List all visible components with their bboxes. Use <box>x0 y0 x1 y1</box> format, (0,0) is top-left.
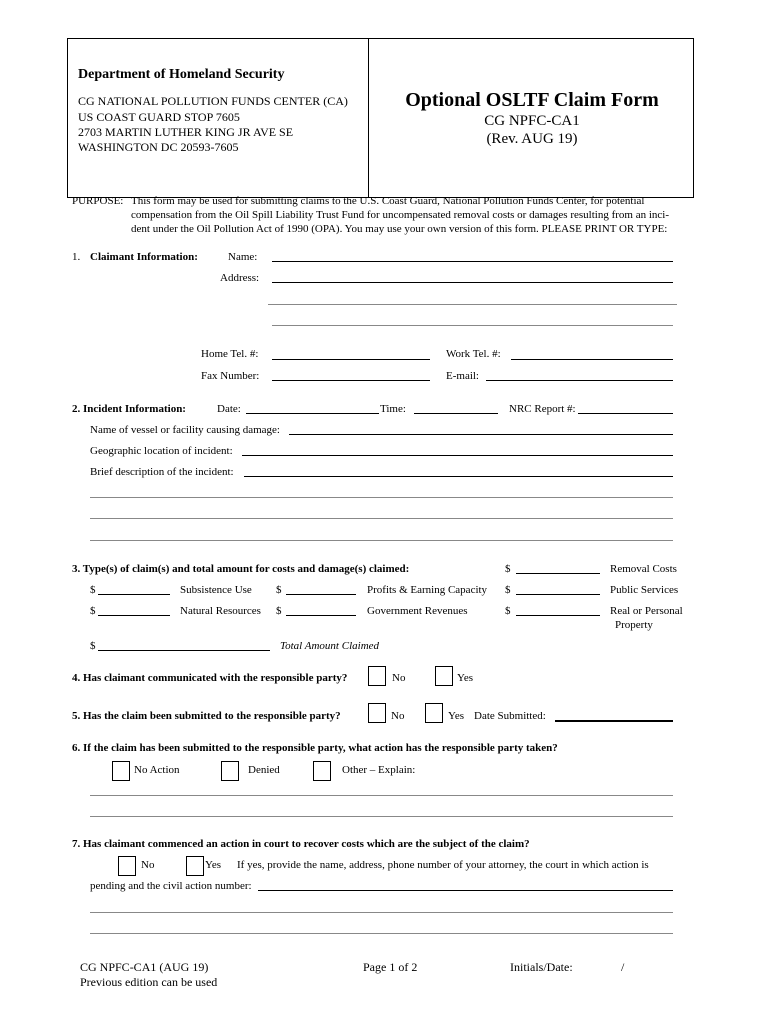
public-dollar: $ <box>505 584 511 596</box>
subsistence-dollar: $ <box>90 584 96 596</box>
s5-no-checkbox[interactable] <box>368 703 386 723</box>
incident-date-input-line[interactable] <box>246 413 379 414</box>
home-tel-input-line[interactable] <box>272 359 430 360</box>
subsistence-label: Subsistence Use <box>180 584 252 596</box>
profits-amount-input-line[interactable] <box>286 594 356 595</box>
removal-dollar: $ <box>505 563 511 575</box>
footer-page-number: Page 1 of 2 <box>363 960 418 974</box>
address-line-3: 2703 MARTIN LUTHER KING JR AVE SE <box>78 125 294 139</box>
natural-amount-input-line[interactable] <box>98 615 170 616</box>
real-dollar: $ <box>505 605 511 617</box>
s4-yes-label: Yes <box>457 672 474 684</box>
s7-yes-checkbox[interactable] <box>186 856 204 876</box>
explain-input-line-1[interactable] <box>90 795 673 796</box>
address-input-line-2[interactable] <box>268 304 677 305</box>
pending-input-line[interactable] <box>258 890 673 891</box>
date-label: Date: <box>217 403 241 415</box>
description-input-line-3[interactable] <box>90 518 673 519</box>
total-amount-input-line[interactable] <box>98 650 270 651</box>
address-input-line-1[interactable] <box>272 282 673 283</box>
date-submitted-input-line[interactable] <box>555 720 673 722</box>
government-label: Government Revenues <box>367 605 468 617</box>
footer-initials-slash: / <box>621 960 625 974</box>
denied-checkbox[interactable] <box>221 761 239 781</box>
time-label: Time: <box>380 403 406 415</box>
real-label-2: Property <box>615 619 653 631</box>
court-input-line-1[interactable] <box>90 912 673 913</box>
natural-label: Natural Resources <box>180 605 261 617</box>
pending-label: pending and the civil action number: <box>90 880 252 892</box>
s4-no-checkbox[interactable] <box>368 666 386 686</box>
name-input-line[interactable] <box>272 261 673 262</box>
s2-title: 2. Incident Information: <box>72 403 186 415</box>
public-amount-input-line[interactable] <box>516 594 600 595</box>
email-label: E-mail: <box>446 370 479 382</box>
total-label: Total Amount Claimed <box>280 640 380 652</box>
location-input-line[interactable] <box>242 455 673 456</box>
address-line-1: CG NATIONAL POLLUTION FUNDS CENTER (CA) <box>78 94 348 108</box>
s1-title: Claimant Information: <box>90 251 198 263</box>
government-dollar: $ <box>276 605 282 617</box>
s4-question: 4. Has claimant communicated with the responsible party? <box>72 672 348 684</box>
court-input-line-2[interactable] <box>90 933 673 934</box>
real-label-1: Real or Personal <box>610 605 683 617</box>
work-tel-label: Work Tel. #: <box>446 348 501 360</box>
form-title: Optional OSLTF Claim Form <box>405 89 659 111</box>
total-dollar: $ <box>90 640 96 652</box>
s7-question: 7. Has claimant commenced an action in court to recover costs which are the subject of the claim? <box>72 838 530 850</box>
s7-instruction: If yes, provide the name, address, phone number of your attorney, the court in which action is <box>237 859 649 871</box>
explain-input-line-2[interactable] <box>90 816 673 817</box>
s3-title: 3. Type(s) of claim(s) and total amount for costs and damage(s) claimed: <box>72 563 410 575</box>
purpose-line-1: This form may be used for submitting claims to the U.S. Coast Guard, National Pollution Funds Center, for potential <box>131 195 645 207</box>
other-checkbox[interactable] <box>313 761 331 781</box>
vessel-label: Name of vessel or facility causing damage: <box>90 424 280 436</box>
other-label: Other – Explain: <box>342 764 416 776</box>
s1-number: 1. <box>72 251 81 263</box>
removal-label: Removal Costs <box>610 563 677 575</box>
fax-input-line[interactable] <box>272 380 430 381</box>
profits-dollar: $ <box>276 584 282 596</box>
s6-question: 6. If the claim has been submitted to the responsible party, what action has the responsible party taken? <box>72 742 558 754</box>
nrc-input-line[interactable] <box>578 413 673 414</box>
description-label: Brief description of the incident: <box>90 466 234 478</box>
s7-no-checkbox[interactable] <box>118 856 136 876</box>
form-revision: (Rev. AUG 19) <box>486 131 578 147</box>
fax-label: Fax Number: <box>201 370 260 382</box>
s5-yes-checkbox[interactable] <box>425 703 443 723</box>
denied-label: Denied <box>248 764 280 776</box>
address-input-line-3[interactable] <box>272 325 673 326</box>
purpose-label: PURPOSE: <box>72 195 124 207</box>
address-label: Address: <box>220 272 260 284</box>
agency-name: Department of Homeland Security <box>78 67 285 82</box>
s7-yes-label: Yes <box>205 859 222 871</box>
description-input-line-2[interactable] <box>90 497 673 498</box>
profits-label: Profits & Earning Capacity <box>367 584 488 596</box>
footer-previous-edition: Previous edition can be used <box>80 975 218 989</box>
description-input-line-1[interactable] <box>244 476 673 477</box>
s5-question: 5. Has the claim been submitted to the responsible party? <box>72 710 341 722</box>
government-amount-input-line[interactable] <box>286 615 356 616</box>
natural-dollar: $ <box>90 605 96 617</box>
work-tel-input-line[interactable] <box>511 359 673 360</box>
real-amount-input-line[interactable] <box>516 615 600 616</box>
description-input-line-4[interactable] <box>90 540 673 541</box>
public-label: Public Services <box>610 584 679 596</box>
purpose-line-2: compensation from the Oil Spill Liability Trust Fund for uncompensated removal costs or damages resulting from an inci- <box>131 209 669 221</box>
incident-time-input-line[interactable] <box>414 413 498 414</box>
email-input-line[interactable] <box>486 380 673 381</box>
subsistence-amount-input-line[interactable] <box>98 594 170 595</box>
home-tel-label: Home Tel. #: <box>201 348 259 360</box>
address-line-4: WASHINGTON DC 20593-7605 <box>78 140 239 154</box>
s4-yes-checkbox[interactable] <box>435 666 453 686</box>
s5-no-label: No <box>391 710 405 722</box>
footer-initials-label: Initials/Date: <box>510 960 573 974</box>
s7-no-label: No <box>141 859 155 871</box>
location-label: Geographic location of incident: <box>90 445 233 457</box>
s5-yes-label: Yes <box>448 710 465 722</box>
nrc-label: NRC Report #: <box>509 403 576 415</box>
purpose-line-3: dent under the Oil Pollution Act of 1990 (OPA). You may use your own version of this form. PLEASE PRINT OR TYPE: <box>131 223 668 235</box>
s4-no-label: No <box>392 672 406 684</box>
name-label: Name: <box>228 251 258 263</box>
form-header <box>67 38 694 198</box>
no-action-label: No Action <box>134 764 180 776</box>
removal-amount-input-line[interactable] <box>516 573 600 574</box>
form-number: CG NPFC-CA1 <box>484 113 580 129</box>
vessel-input-line[interactable] <box>289 434 673 435</box>
no-action-checkbox[interactable] <box>112 761 130 781</box>
footer-form-id: CG NPFC-CA1 (AUG 19) <box>80 960 209 974</box>
date-submitted-label: Date Submitted: <box>474 710 546 722</box>
address-line-2: US COAST GUARD STOP 7605 <box>78 110 240 124</box>
